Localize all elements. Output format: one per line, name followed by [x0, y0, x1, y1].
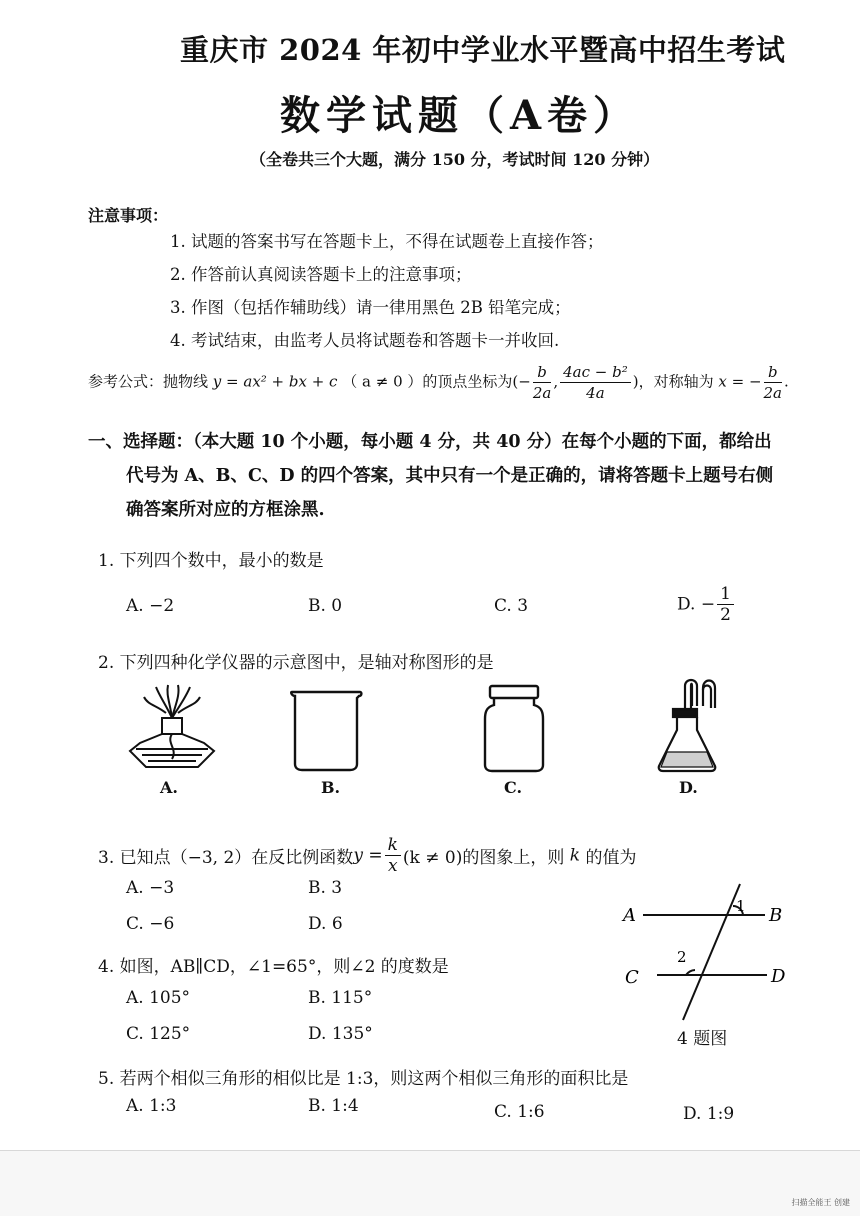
fig-angle-2: 2 — [677, 948, 687, 966]
exam-subtitle: （全卷共三个大题，满分 150 分，考试时间 120 分钟） — [250, 150, 660, 169]
section-1-line-3: 确答案所对应的方框涂黑. — [126, 500, 325, 520]
q2-label-a: A. — [160, 778, 178, 797]
beaker-figure — [286, 686, 366, 772]
question-4-stem: 4. 如图，AB∥CD，∠1=65°，则∠2 的度数是 — [98, 957, 449, 977]
fraction-k-over-x: $\frac{k}{x}$ — [385, 835, 401, 876]
q5-option-d: D. 1:9 — [683, 1104, 735, 1124]
q4-option-d: D. 135° — [308, 1024, 373, 1044]
notice-heading: 注意事项： — [88, 206, 169, 225]
fig-label-a: A — [623, 905, 636, 926]
q3-option-d: D. 6 — [308, 914, 343, 934]
alcohol-lamp-figure — [126, 683, 218, 773]
flask-figure — [655, 676, 725, 776]
formula-prefix: 参考公式：抛物线 — [88, 372, 209, 391]
fraction-vy: $\frac{\text{4ac − b²}}{4a}$ — [560, 362, 631, 403]
page-bottom-margin — [0, 1150, 860, 1216]
question-2-stem: 2. 下列四种化学仪器的示意图中，是轴对称图形的是 — [98, 653, 494, 673]
fraction-vx: $\frac{b}{2a}$ — [532, 363, 552, 402]
notice-item-1: 1. 试题的答案书写在答题卡上，不得在试题卷上直接作答； — [170, 232, 604, 251]
fig-label-b: B — [769, 905, 783, 926]
notice-item-2: 2. 作答前认真阅读答题卡上的注意事项； — [170, 265, 472, 284]
scanner-watermark: 扫描全能王 创建 — [791, 1198, 850, 1207]
question-1-stem: 1. 下列四个数中，最小的数是 — [98, 551, 324, 571]
section-1-line-1: 一、选择题：（本大题 10 个小题，每小题 4 分，共 40 分）在每个小题的下面，都给出 — [88, 432, 772, 452]
formula-equation: y = ax² + bx + c — [212, 372, 338, 391]
fraction-half: $\frac{1}{2}$ — [717, 584, 734, 625]
question-3-stem: 3. 已知点（−3, 2）在反比例函数y = $\frac{k}{x}$ (k ≠ 0)的图象上，则 k 的值为 — [98, 835, 637, 876]
q4-option-c: C. 125° — [126, 1024, 191, 1044]
formula-condition: （ a ≠ 0 ） — [342, 372, 423, 391]
q3-option-a: A. −3 — [126, 878, 175, 898]
fig-label-c: C — [625, 967, 639, 988]
bottle-figure — [482, 683, 546, 775]
notice-item-4: 4. 考试结束，由监考人员将试题卷和答题卡一并收回. — [170, 331, 560, 350]
q1-option-c: C. 3 — [494, 596, 529, 616]
q5-option-a: A. 1:3 — [126, 1096, 177, 1116]
q5-option-c: C. 1:6 — [494, 1102, 545, 1122]
formula-vertex-text: 的顶点坐标为 — [422, 372, 513, 391]
reference-formula: 参考公式：抛物线 y = ax² + bx + c （ a ≠ 0 ）的顶点坐标为(− $\frac{b}{2a}$ , $\frac{\text{4ac − b²}}{4a}$ )，对称轴为 x = − $\frac{b}{2a}$ . — [88, 363, 789, 402]
parallel-lines-figure — [615, 880, 815, 1030]
q2-label-b: B. — [321, 778, 341, 797]
fig-angle-1: 1 — [736, 897, 746, 915]
q4-option-a: A. 105° — [126, 988, 191, 1008]
q1-option-d: D. − $\frac{1}{2}$ — [677, 584, 736, 625]
notice-item-3: 3. 作图（包括作辅助线）请一律用黑色 2B 铅笔完成； — [170, 298, 571, 317]
fig-label-d: D — [771, 966, 786, 987]
formula-axis-eq: x = − — [718, 372, 762, 391]
q1-option-a: A. −2 — [126, 596, 175, 616]
q4-option-b: B. 115° — [308, 988, 373, 1008]
q3-option-b: B. 3 — [308, 878, 343, 898]
question-5-stem: 5. 若两个相似三角形的相似比是 1:3，则这两个相似三角形的面积比是 — [98, 1069, 629, 1089]
paper-title: 数学试题（A卷） — [280, 92, 640, 139]
q1-option-b: B. 0 — [308, 596, 343, 616]
q3-option-c: C. −6 — [126, 914, 175, 934]
q2-label-d: D. — [679, 778, 698, 797]
section-1-line-2: 代号为 A、B、C、D 的四个答案，其中只有一个是正确的，请将答题卡上题号右侧 — [126, 466, 774, 486]
figure-4-caption: 4 题图 — [677, 1029, 728, 1049]
q2-label-c: C. — [504, 778, 523, 797]
exam-title: 重庆市 2024 年初中学业水平暨高中招生考试 — [180, 33, 786, 67]
q5-option-b: B. 1:4 — [308, 1096, 359, 1116]
fraction-axis: $\frac{b}{2a}$ — [763, 363, 783, 402]
formula-axis-text: ，对称轴为 — [638, 372, 714, 391]
